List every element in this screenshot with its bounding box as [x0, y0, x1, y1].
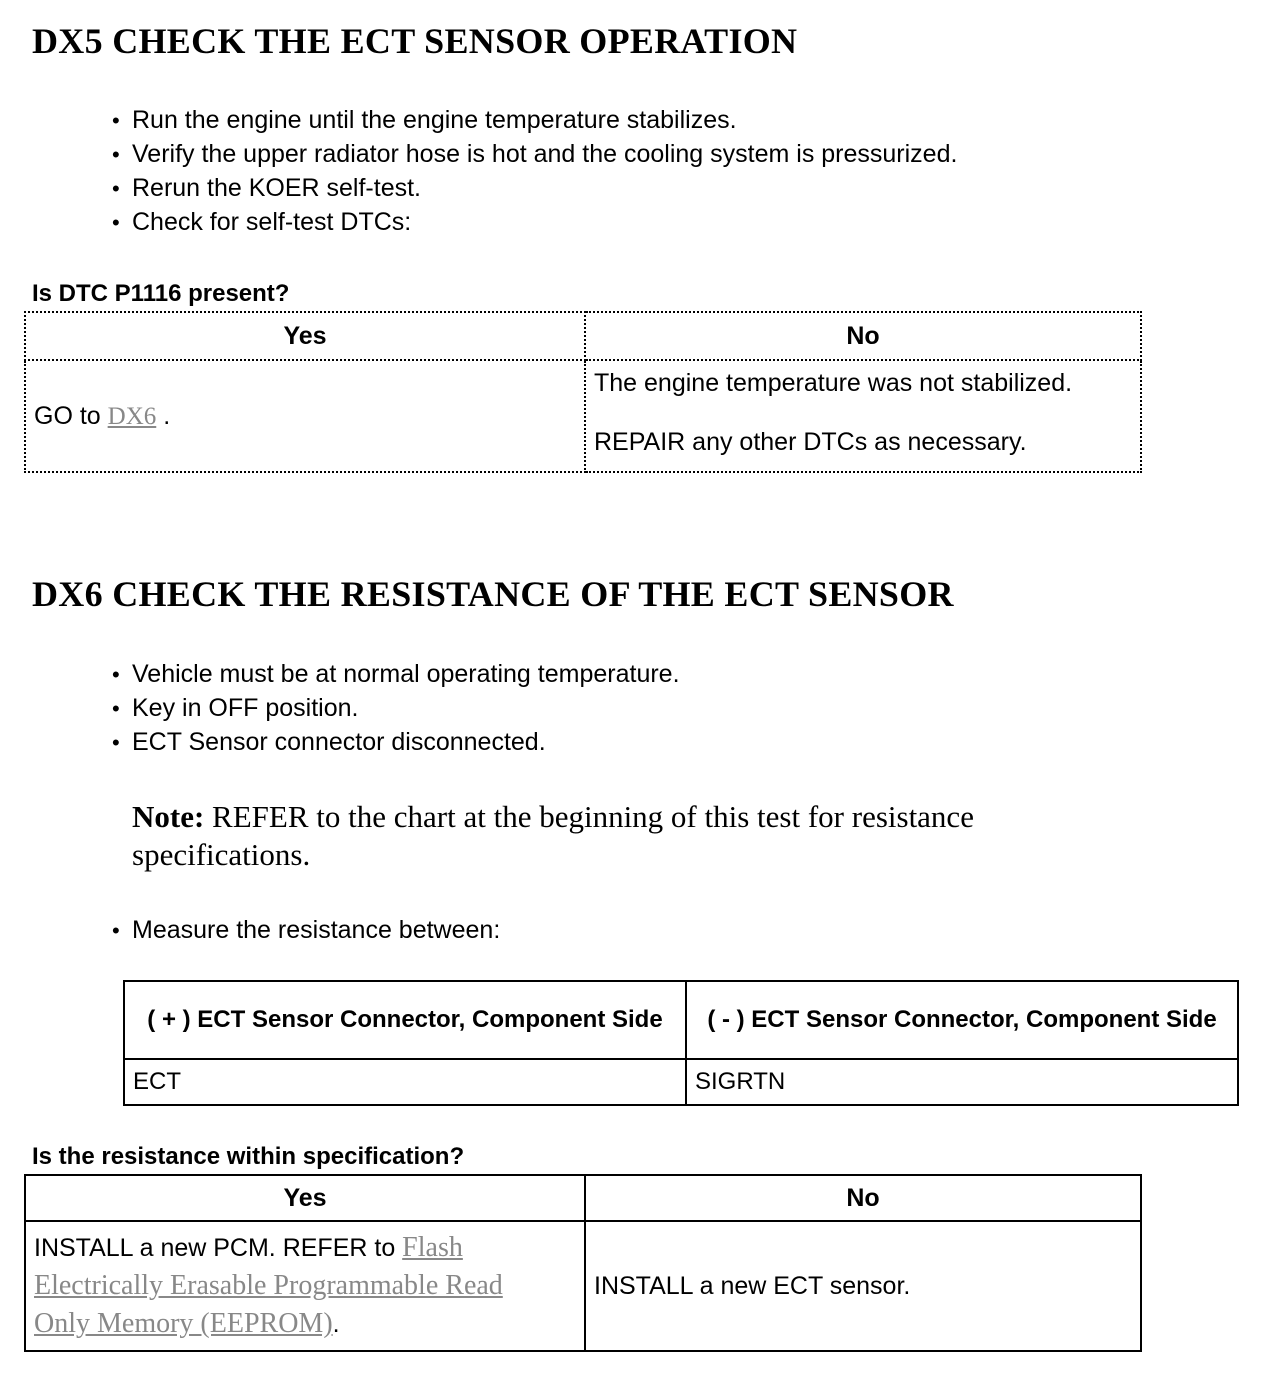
bullet-icon: •: [112, 696, 120, 721]
yes-header: Yes: [25, 312, 585, 360]
bullet-icon: •: [112, 918, 120, 943]
no-header: No: [585, 312, 1141, 360]
dx6-measure-list: [112, 913, 500, 947]
dx5-title: DX5 CHECK THE ECT SENSOR OPERATION: [32, 21, 798, 61]
yes-cell: GO to DX6 .: [25, 360, 585, 472]
dx6-question: Is the resistance within specification?: [32, 1143, 465, 1170]
negative-terminal-value: SIGRTN: [686, 1059, 1238, 1105]
positive-terminal-header: ( + ) ECT Sensor Connector, Component Side: [124, 981, 686, 1059]
dx6-title: DX6 CHECK THE RESISTANCE OF THE ECT SENSOR: [32, 574, 954, 614]
dx6-answer-table: [24, 1174, 1142, 1352]
dx5-question: Is DTC P1116 present?: [32, 280, 290, 307]
list-item: • Key in OFF position.: [112, 691, 680, 725]
no-cell: The engine temperature was not stabilized. REPAIR any other DTCs as necessary.: [585, 360, 1141, 472]
yes-cell: INSTALL a new PCM. REFER to Flash Electrically Erasable Programmable Read Only Memory (EEPROM).: [25, 1221, 585, 1351]
list-item: • Verify the upper radiator hose is hot and the cooling system is pressurized.: [112, 137, 957, 171]
list-item: • Measure the resistance between:: [112, 913, 500, 947]
no-cell: INSTALL a new ECT sensor.: [585, 1221, 1141, 1351]
dx5-bullet-list: [112, 103, 957, 239]
dx6-link[interactable]: DX6: [107, 402, 157, 430]
no-header: No: [585, 1175, 1141, 1221]
bullet-icon: •: [112, 730, 120, 755]
dx6-bullet-list: [112, 657, 680, 759]
measure-table: [123, 980, 1239, 1106]
dx5-answer-table: [24, 311, 1142, 473]
list-item: • Rerun the KOER self-test.: [112, 171, 957, 205]
list-item: • Check for self-test DTCs:: [112, 205, 957, 239]
bullet-icon: •: [112, 210, 120, 235]
note-text: REFER to the chart at the beginning of this test for resistance specifications.: [132, 799, 974, 872]
list-item: • Vehicle must be at normal operating temperature.: [112, 657, 680, 691]
negative-terminal-header: ( - ) ECT Sensor Connector, Component Side: [686, 981, 1238, 1059]
note-paragraph: [132, 798, 1072, 874]
bullet-icon: •: [112, 176, 120, 201]
list-item: • Run the engine until the engine temperature stabilizes.: [112, 103, 957, 137]
eeprom-link[interactable]: Flash Electrically Erasable Programmable Read Only Memory (EEPROM): [34, 1232, 503, 1339]
bullet-icon: •: [112, 662, 120, 687]
yes-header: Yes: [25, 1175, 585, 1221]
positive-terminal-value: ECT: [124, 1059, 686, 1105]
list-item: • ECT Sensor connector disconnected.: [112, 725, 680, 759]
bullet-icon: •: [112, 108, 120, 133]
bullet-icon: •: [112, 142, 120, 167]
note-label: Note:: [132, 799, 205, 834]
